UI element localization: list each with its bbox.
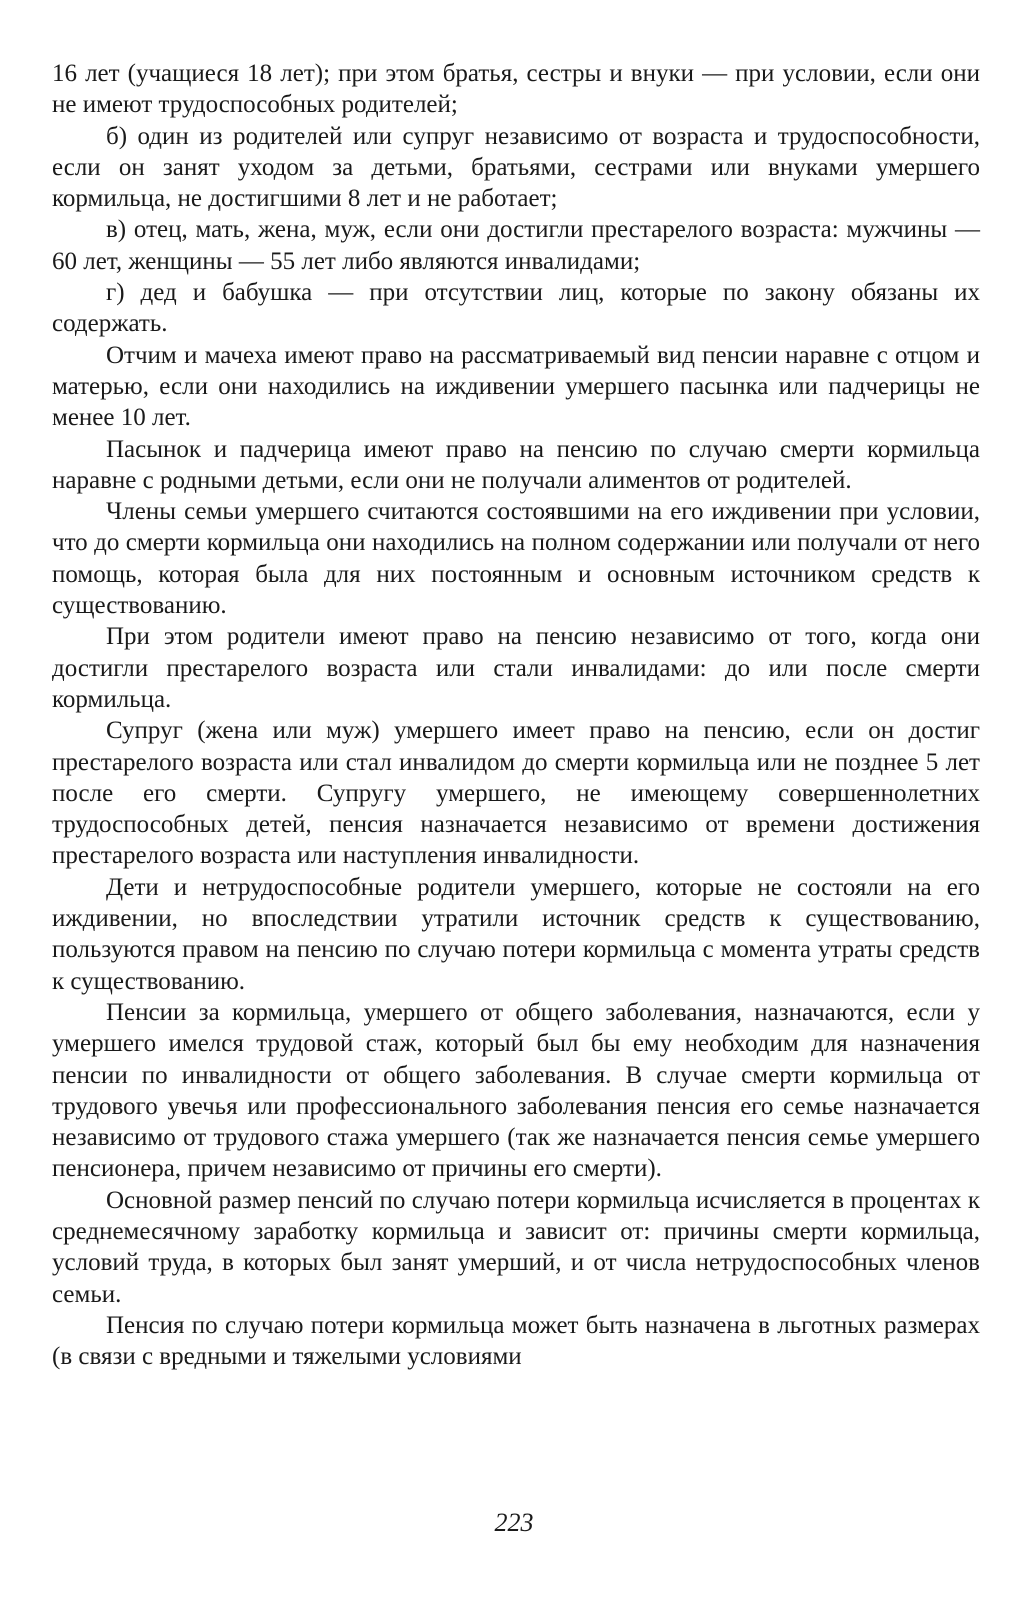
paragraph: Основной размер пенсий по случаю потери кормильца исчисляется в процентах к среднемесячному заработку кормильца и зависит от: причины смерти кормильца, условий труда, в которых был занят умерший, и от числа нетрудоспособных членов семьи. bbox=[52, 1186, 980, 1308]
paragraph: Пенсии за кормильца, умершего от общего заболевания, назначаются, если у умершего имелся трудовой стаж, который был бы ему необходим для назначения пенсии по инвалидности от общего заболевания. В случае смерти кормильца от трудового увечья или профессионального заболевания пенсия его семье назначается независимо от трудового стажа умершего (так же назначается пенсия семье умершего пенсионера, причем независимо от причины его смерти). bbox=[52, 998, 980, 1183]
paragraph: При этом родители имеют право на пенсию независимо от того, когда они достигли престарелого возраста или стали инвалидами: до или после смерти кормильца. bbox=[52, 623, 980, 713]
paragraph: Члены семьи умершего считаются состоявшими на его иждивении при условии, что до смерти кормильца они находились на полном содержании или получали от него помощь, которая была для них постоянным и основным источником средств к существованию. bbox=[52, 498, 980, 620]
paragraph: Пасынок и падчерица имеют право на пенсию по случаю смерти кормильца наравне с родными детьми, если они не получали алиментов от родителей. bbox=[52, 435, 980, 494]
paragraph: в) отец, мать, жена, муж, если они достигли престарелого возраста: мужчины — 60 лет, женщины — 55 лет либо являются инвалидами; bbox=[52, 216, 980, 275]
page-body bbox=[52, 58, 980, 1372]
paragraph: г) дед и бабушка — при отсутствии лиц, которые по закону обязаны их содержать. bbox=[52, 279, 980, 338]
paragraph: Отчим и мачеха имеют право на рассматриваемый вид пенсии наравне с отцом и матерью, если они находились на иждивении умершего пасынка или падчерицы не менее 10 лет. bbox=[52, 341, 980, 432]
paragraph: Пенсия по случаю потери кормильца может быть назначена в льготных размерах (в связи с вредными и тяжелыми условиями bbox=[52, 1311, 980, 1371]
paragraph: Супруг (жена или муж) умершего имеет право на пенсию, если он достиг престарелого возраста или стал инвалидом до смерти кормильца или не позднее 5 лет после его смерти. Супругу умершего, не имеющему совершеннолетних трудоспособных детей, пенсия назначается независимо от времени достижения престарелого возраста или наступления инвалидности. bbox=[52, 717, 980, 870]
paragraph-continuation: 16 лет (учащиеся 18 лет); при этом братья, сестры и внуки — при условии, если они не имеют трудоспособных родителей; bbox=[52, 60, 980, 119]
paragraph: б) один из родителей или супруг независимо от возраста и трудоспособности, если он занят уходом за детьми, братьями, сестрами или внуками умершего кормильца, не достигшими 8 лет и не работает; bbox=[52, 122, 980, 213]
page-number: 223 bbox=[494, 1508, 534, 1537]
paragraph: Дети и нетрудоспособные родители умершего, которые не состояли на его иждивении, но впоследствии утратили источник средств к существованию, пользуются правом на пенсию по случаю потери кормильца с момента утраты средств к существованию. bbox=[52, 873, 980, 995]
